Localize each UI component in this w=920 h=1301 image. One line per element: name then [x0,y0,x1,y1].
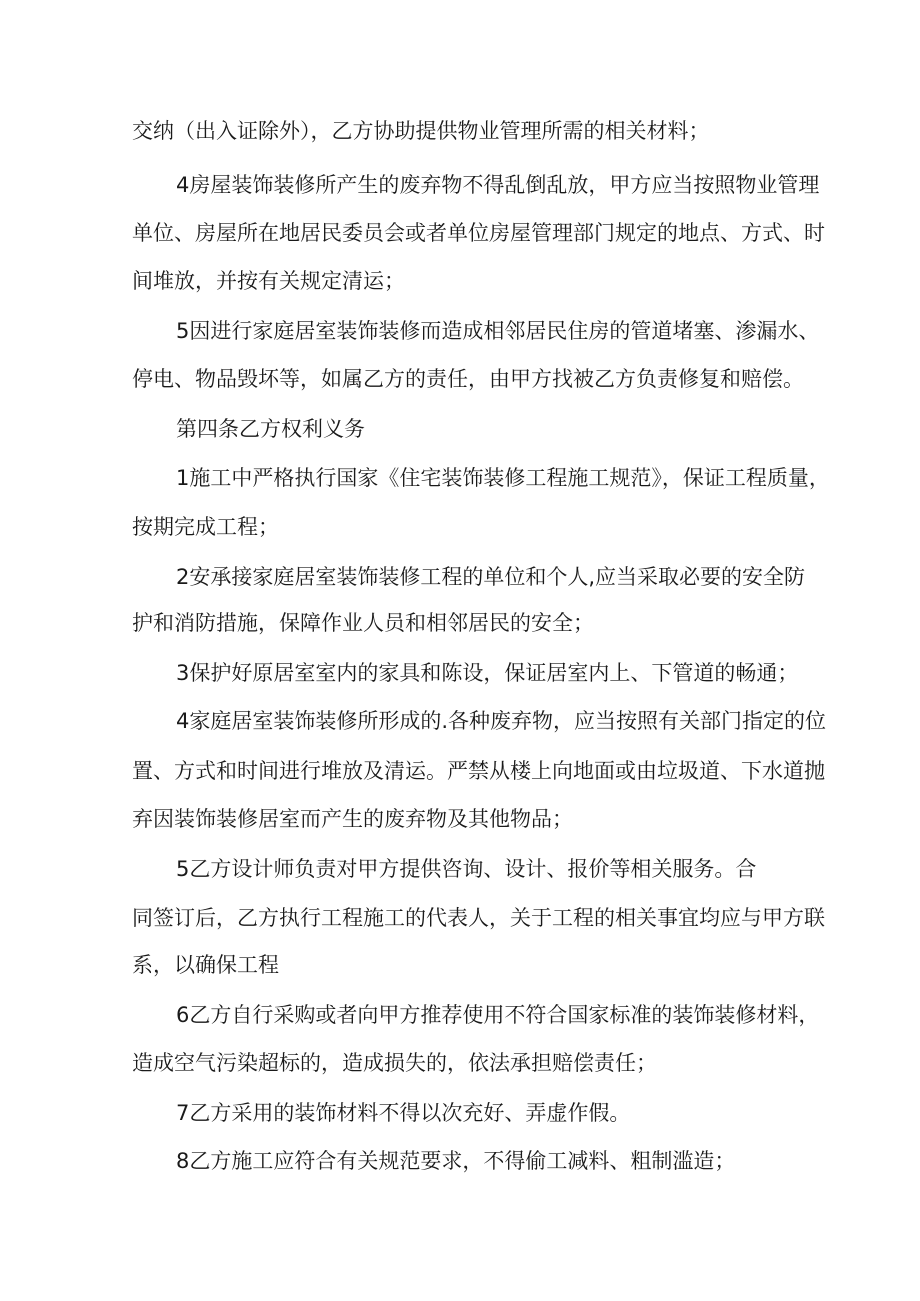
text-line: 系，以确保工程 [132,953,279,977]
text-line: 8乙方施工应符合有关规范要求，不得偷工减料、粗制滥造； [176,1149,736,1173]
text-line: 单位、房屋所在地居民委员会或者单位房屋管理部门规定的地点、方式、时 [132,221,825,245]
text-line: 7乙方采用的装饰材料不得以次充好、弄虚作假。 [176,1101,631,1125]
text-line: 4房屋装饰装修所产生的废弃物不得乱倒乱放，甲方应当按照物业管理 [176,173,820,197]
text-line: 弃因装饰装修居室而产生的废弃物及其他物品； [132,807,573,831]
text-line: 4家庭居室装饰装修所形成的.各种废弃物，应当按照有关部门指定的位 [176,709,827,733]
text-line: 造成空气污染超标的，造成损失的，依法承担赔偿责任； [132,1051,657,1075]
text-line: 3保护好原居室室内的家具和陈设，保证居室内上、下管道的畅通； [176,661,799,685]
text-line: 2安承接家庭居室装饰装修工程的单位和个人,应当采取必要的安全防 [176,565,806,589]
text-line: 5因进行家庭居室装饰装修而造成相邻居民住房的管道堵塞、渗漏水、 [176,319,820,343]
text-line: 交纳（出入证除外），乙方协助提供物业管理所需的相关材料； [132,119,710,143]
text-line: 6乙方自行采购或者向甲方推荐使用不符合国家标准的装饰装修材料， [176,1003,820,1027]
text-line: 间堆放，并按有关规定清运； [132,269,405,293]
text-line: 1施工中严格执行国家《住宅装饰装修工程施工规范》，保证工程质量， [176,466,830,490]
section-heading: 第四条乙方权利义务 [176,417,365,441]
text-line: 停电、物品毁坏等，如属乙方的责任，由甲方找被乙方负责修复和赔偿。 [132,367,804,391]
text-line: 按期完成工程； [132,515,279,539]
text-line: 置、方式和时间进行堆放及清运。严禁从楼上向地面或由垃圾道、下水道抛 [132,759,825,783]
text-line: 同签订后，乙方执行工程施工的代表人，关于工程的相关事宜均应与甲方联 [132,906,825,930]
text-line: 护和消防措施，保障作业人员和相邻居民的安全； [132,611,594,635]
text-line: 5乙方设计师负责对甲方提供咨询、设计、报价等相关服务。合 [176,857,757,881]
